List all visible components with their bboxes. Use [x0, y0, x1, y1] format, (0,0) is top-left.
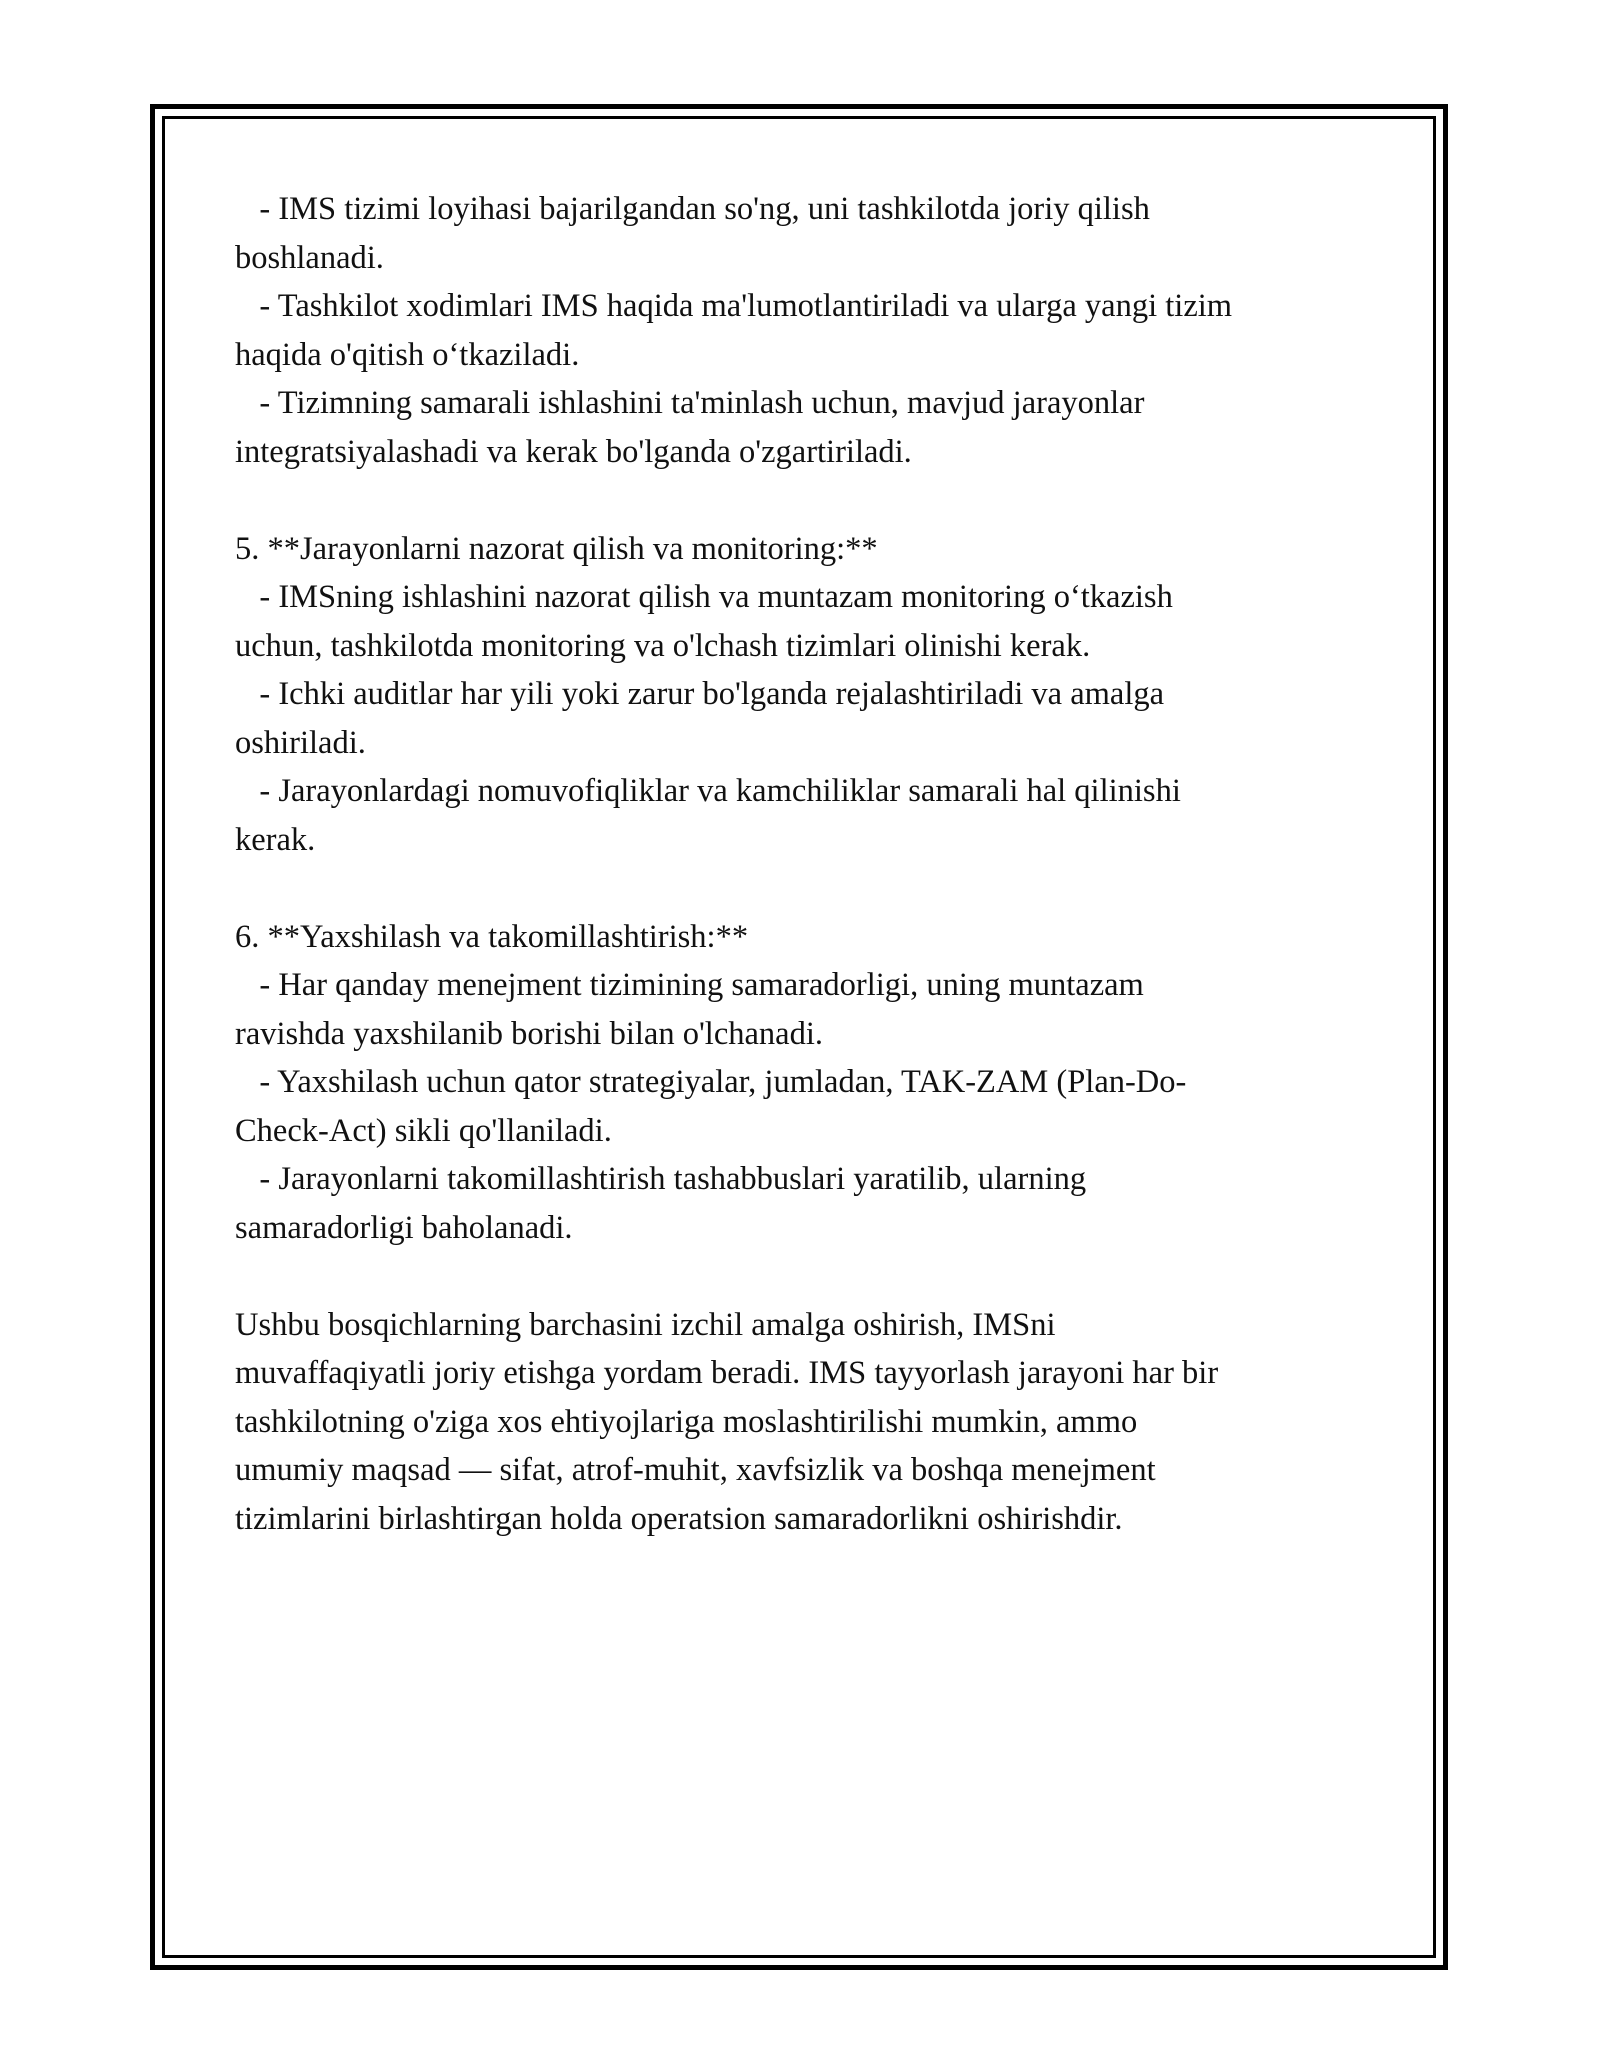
- conclusion-paragraph: [235, 1301, 1385, 1544]
- heading-line: 6. **Yaxshilash va takomillashtirish:**: [235, 918, 749, 955]
- blank-line: [235, 864, 1385, 913]
- paragraph: [235, 1155, 1385, 1252]
- text-line: uchun, tashkilotda monitoring va o'lchash tizimlari olinishi kerak.: [235, 627, 1091, 664]
- text-line: - IMS tizimi loyihasi bajarilgandan so'ng, uni tashkilotda joriy qilish: [235, 191, 1150, 227]
- text-line: - Ichki auditlar har yili yoki zarur bo'lganda rejalashtiriladi va amalga: [235, 676, 1165, 712]
- text-line: muvaffaqiyatli joriy etishga yordam beradi. IMS tayyorlash jarayoni har bir: [235, 1355, 1219, 1391]
- text-line: kerak.: [235, 821, 316, 858]
- paragraph: [235, 379, 1385, 476]
- text-line: - IMSning ishlashini nazorat qilish va muntazam monitoring o‘tkazish: [235, 579, 1173, 615]
- text-line: - Jarayonlardagi nomuvofiqliklar va kamchiliklar samarali hal qilinishi: [235, 773, 1181, 809]
- text-line: oshiriladi.: [235, 724, 366, 761]
- text-line: ravishda yaxshilanib borishi bilan o'lchanadi.: [235, 1015, 824, 1052]
- text-line: - Tizimning samarali ishlashini ta'minlash uchun, mavjud jarayonlar: [235, 385, 1145, 421]
- text-line: - Har qanday menejment tizimining samaradorligi, uning muntazam: [235, 967, 1144, 1003]
- text-line: boshlanadi.: [235, 239, 384, 276]
- text-line: - Yaxshilash uchun qator strategiyalar, jumladan, TAK-ZAM (Plan-Do-: [235, 1064, 1187, 1100]
- section-heading-5: [235, 525, 1385, 574]
- blank-line: [235, 1252, 1385, 1301]
- paragraph: [235, 961, 1385, 1058]
- paragraph: [235, 282, 1385, 379]
- document-body: [235, 185, 1385, 1543]
- text-line: - Tashkilot xodimlari IMS haqida ma'lumotlantiriladi va ularga yangi tizim: [235, 288, 1233, 324]
- text-line: - Jarayonlarni takomillashtirish tashabbuslari yaratilib, ularning: [235, 1161, 1087, 1197]
- text-line: tizimlarini birlashtirgan holda operatsion samaradorlikni oshirishdir.: [235, 1500, 1123, 1537]
- text-line: Check-Act) sikli qo'llaniladi.: [235, 1112, 612, 1149]
- text-line: tashkilotning o'ziga xos ehtiyojlariga moslashtirilishi mumkin, ammo: [235, 1403, 1138, 1440]
- text-line: umumiy maqsad — sifat, atrof-muhit, xavfsizlik va boshqa menejment: [235, 1452, 1156, 1488]
- text-line: samaradorligi baholanadi.: [235, 1209, 573, 1246]
- paragraph: [235, 1058, 1385, 1155]
- text-line: haqida o'qitish o‘tkaziladi.: [235, 336, 580, 373]
- section-heading-6: [235, 913, 1385, 962]
- paragraph: [235, 185, 1385, 282]
- blank-line: [235, 476, 1385, 525]
- heading-line: 5. **Jarayonlarni nazorat qilish va monitoring:**: [235, 530, 878, 567]
- paragraph: [235, 573, 1385, 670]
- text-line: integratsiyalashadi va kerak bo'lganda o'zgartiriladi.: [235, 433, 912, 470]
- paragraph: [235, 670, 1385, 767]
- paragraph: [235, 767, 1385, 864]
- text-line: Ushbu bosqichlarning barchasini izchil amalga oshirish, IMSni: [235, 1306, 1056, 1343]
